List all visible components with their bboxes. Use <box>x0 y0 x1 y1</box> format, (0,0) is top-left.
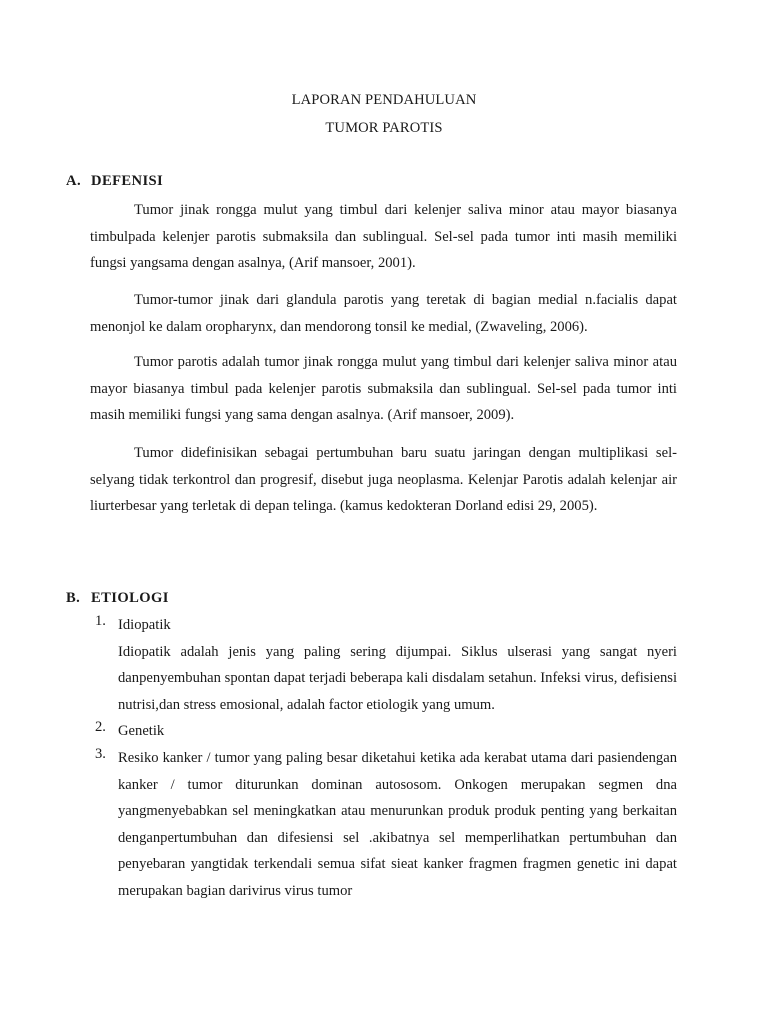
list-number: 2. <box>95 719 106 735</box>
etiologi-item-2 <box>95 718 677 745</box>
section-a-title: DEFENISI <box>91 173 164 189</box>
defenisi-paragraph-2: Tumor-tumor jinak dari glandula parotis yang teretak di bagian medial n.facialis dapat menonjol ke dalam oropharynx, dan mendorong tonsil ke medial, (Zwaveling, 2006). <box>90 292 677 335</box>
defenisi-paragraph-1: Tumor jinak rongga mulut yang timbul dari kelenjer saliva minor atau mayor biasanya timbulpada kelenjer parotis submaksila dan sublingual. Sel-sel pada tumor inti masih memiliki fungsi yangsama dengan asalnya, (Arif mansoer, 2001). <box>90 202 677 271</box>
section-b-heading <box>66 590 169 607</box>
section-a-heading <box>66 173 163 190</box>
list-item-title: Genetik <box>118 723 165 739</box>
list-item-body: Idiopatik adalah jenis yang paling sering dijumpai. Siklus ulserasi yang sangat nyeri danpenyembuhan spontan dapat terjadi beberapa kali disdalam setahun. Infeksi virus, defisiensi nutrisi,dan stress emosional, adalah factor etiologik yang umum. <box>118 643 677 713</box>
section-b-title: ETIOLOGI <box>91 590 169 606</box>
list-number: 1. <box>95 613 106 629</box>
etiologi-item-3 <box>95 745 677 904</box>
list-item-title: Idiopatik <box>118 617 171 633</box>
section-b-label: B. <box>66 590 81 606</box>
document-subtitle: TUMOR PAROTIS <box>325 120 443 136</box>
document-title: LAPORAN PENDAHULUAN <box>291 92 477 108</box>
defenisi-paragraph-4: Tumor didefinisikan sebagai pertumbuhan baru suatu jaringan dengan multiplikasi sel-selyang tidak terkontrol dan progresif, disebut juga neoplasma. Kelenjar Parotis adalah kelenjar air liurterbesar yang terletak di depan telinga. (kamus kedokteran Dorland edisi 29, 2005). <box>90 445 677 514</box>
list-number: 3. <box>95 746 106 762</box>
list-item-text: Resiko kanker / tumor yang paling besar diketahui ketika ada kerabat utama dari pasiendengan kanker / tumor diturunkan dominan autososom. Onkogen merupakan segmen dna yangmenyebabkan sel meningkatkan atau menurunkan produk produk penting yang berkaitan denganpertumbuhan dan difesiensi sel .akibatnya sel memperlihatkan pertumbuhan dan penyebaran yangtidak terkendali semua sifat sieat kanker fragmen fragmen genetic ini dapat merupakan bagian darivirus virus tumor <box>118 750 677 899</box>
section-a-label: A. <box>66 173 81 189</box>
etiologi-item-1 <box>95 612 677 718</box>
defenisi-paragraph-3: Tumor parotis adalah tumor jinak rongga mulut yang timbul dari kelenjer saliva minor atau mayor biasanya timbul pada kelenjer parotis submaksila dan sublingual. Sel-sel pada tumor inti masih memiliki fungsi yang sama dengan asalnya. (Arif mansoer, 2009). <box>90 354 677 423</box>
